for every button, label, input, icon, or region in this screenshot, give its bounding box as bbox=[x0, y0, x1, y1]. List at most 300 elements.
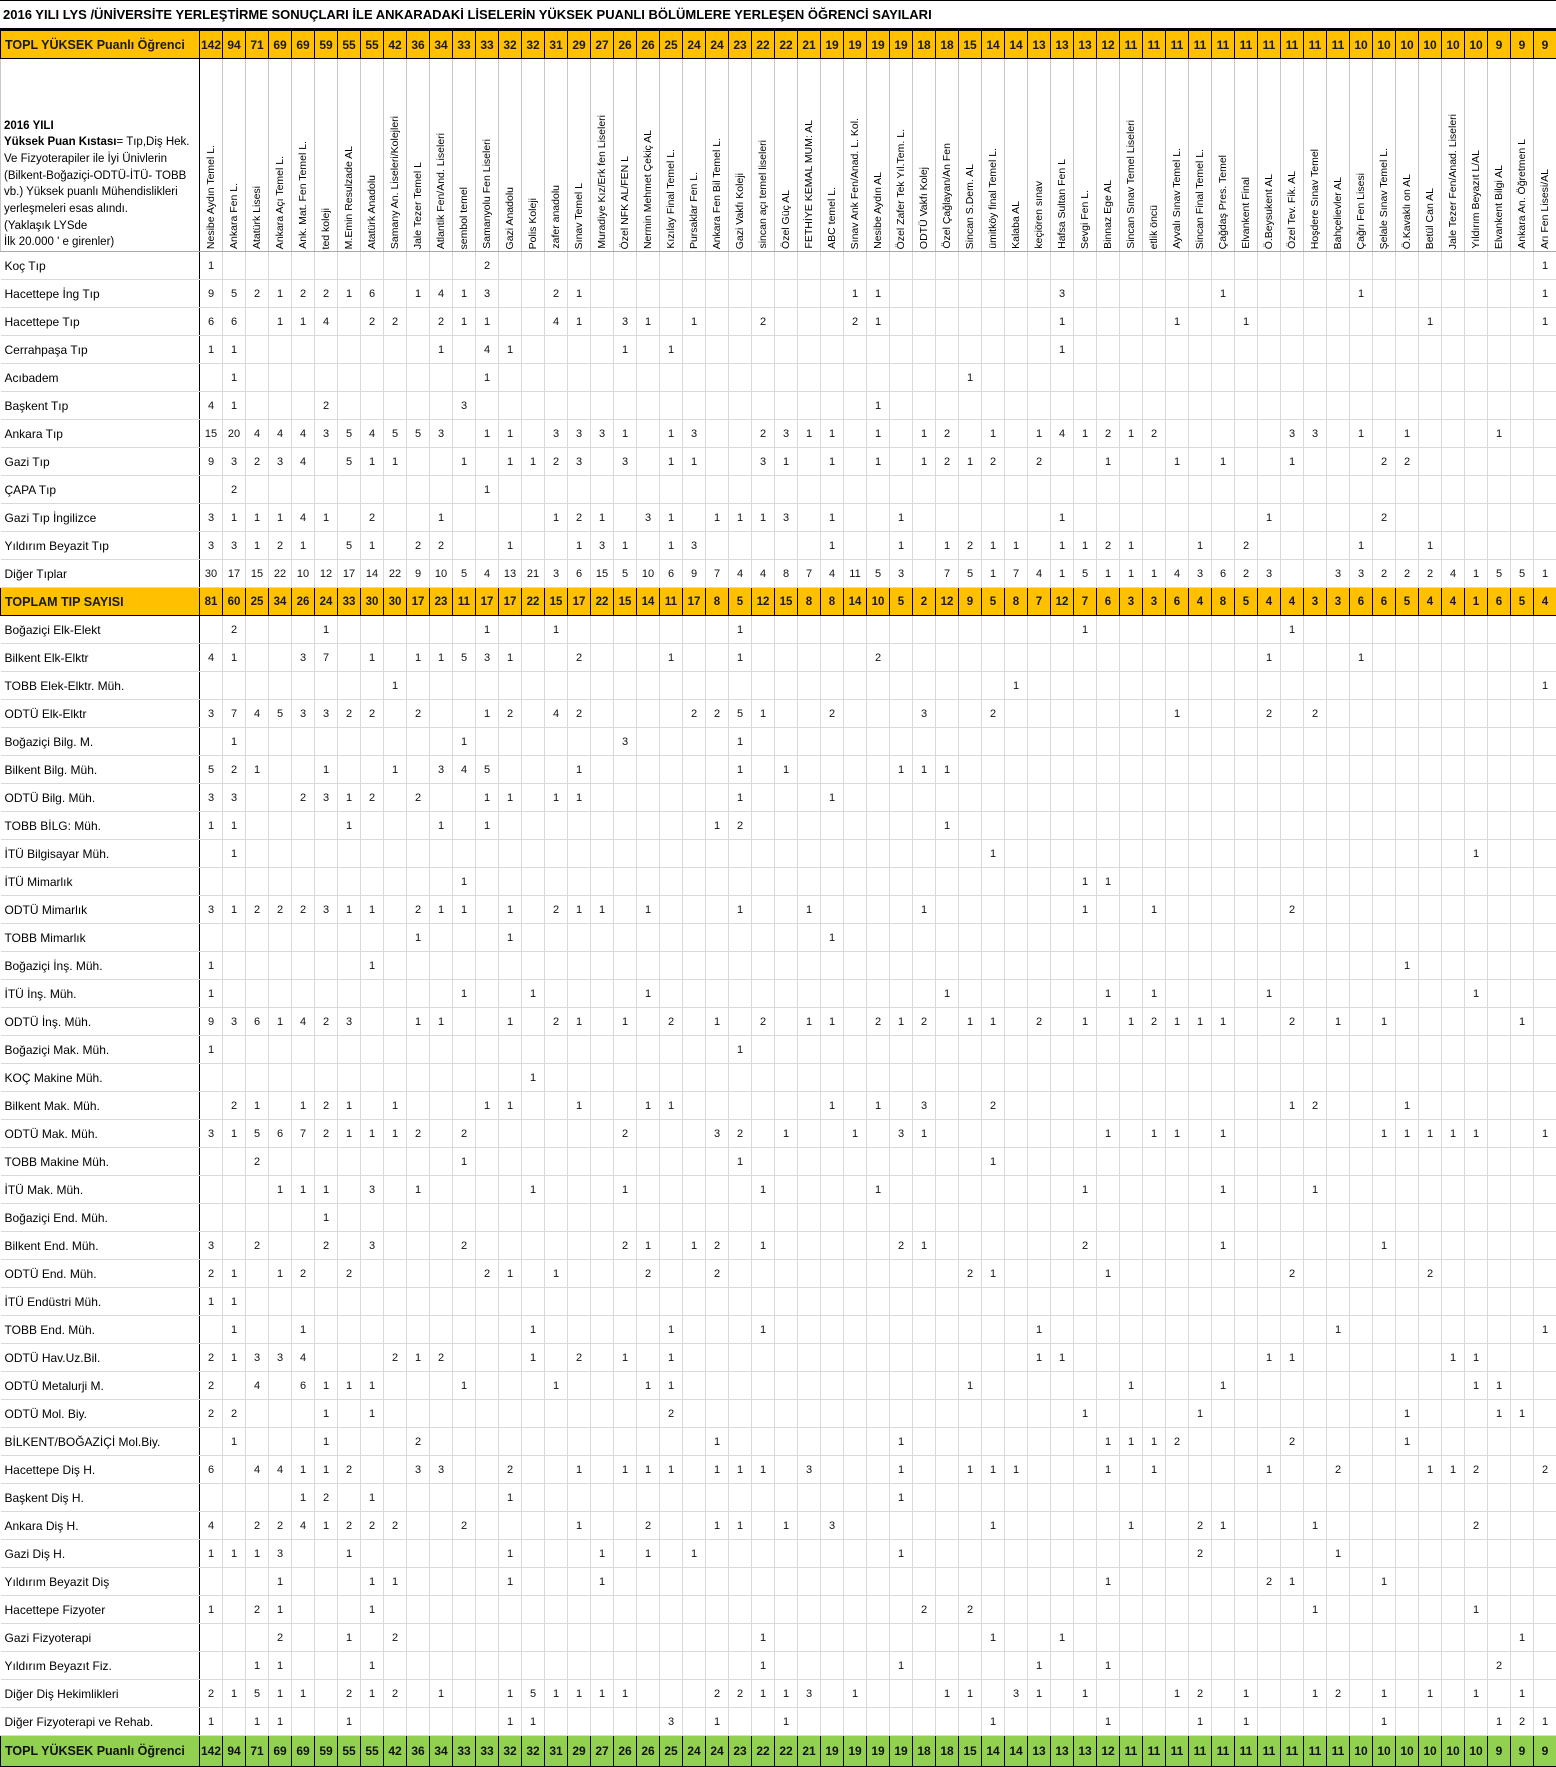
table-cell[interactable] bbox=[1350, 784, 1373, 812]
table-cell[interactable] bbox=[1350, 1624, 1373, 1652]
table-cell[interactable] bbox=[1120, 252, 1143, 280]
table-cell[interactable]: 2 bbox=[338, 1512, 361, 1540]
table-cell[interactable]: 3 bbox=[476, 644, 499, 672]
table-cell[interactable] bbox=[1143, 1708, 1166, 1736]
table-cell[interactable]: 1 bbox=[683, 448, 706, 476]
table-cell[interactable]: 1 bbox=[1120, 560, 1143, 588]
table-cell[interactable] bbox=[798, 336, 821, 364]
table-cell[interactable]: 1 bbox=[223, 364, 246, 392]
table-cell[interactable] bbox=[775, 896, 798, 924]
table-cell[interactable] bbox=[1005, 1232, 1028, 1260]
table-cell[interactable] bbox=[1120, 616, 1143, 644]
table-cell[interactable]: 1 bbox=[568, 532, 591, 560]
table-cell[interactable]: 1 bbox=[867, 448, 890, 476]
table-cell[interactable] bbox=[200, 1624, 223, 1652]
table-cell[interactable]: 1 bbox=[453, 1372, 476, 1400]
table-cell[interactable] bbox=[407, 1148, 430, 1176]
table-cell[interactable] bbox=[568, 728, 591, 756]
table-cell[interactable] bbox=[1028, 308, 1051, 336]
table-cell[interactable] bbox=[223, 672, 246, 700]
table-cell[interactable] bbox=[1373, 476, 1396, 504]
table-cell[interactable] bbox=[706, 1624, 729, 1652]
table-cell[interactable] bbox=[568, 336, 591, 364]
table-cell[interactable] bbox=[246, 728, 269, 756]
table-cell[interactable] bbox=[913, 1652, 936, 1680]
table-cell[interactable] bbox=[430, 1120, 453, 1148]
table-cell[interactable]: 1 bbox=[1212, 1232, 1235, 1260]
table-cell[interactable] bbox=[1212, 1428, 1235, 1456]
row-label[interactable]: ÇAPA Tıp bbox=[1, 476, 200, 504]
table-cell[interactable] bbox=[729, 308, 752, 336]
table-cell[interactable]: 1 bbox=[1097, 1428, 1120, 1456]
column-header[interactable] bbox=[1442, 59, 1465, 252]
table-cell[interactable] bbox=[384, 896, 407, 924]
table-cell[interactable] bbox=[1488, 308, 1511, 336]
table-cell[interactable] bbox=[1258, 1540, 1281, 1568]
table-cell[interactable] bbox=[1005, 812, 1028, 840]
table-cell[interactable] bbox=[1051, 672, 1074, 700]
table-cell[interactable] bbox=[1212, 532, 1235, 560]
table-cell[interactable] bbox=[1511, 784, 1534, 812]
table-cell[interactable] bbox=[430, 476, 453, 504]
table-cell[interactable]: 2 bbox=[568, 700, 591, 728]
table-cell[interactable] bbox=[1166, 1624, 1189, 1652]
table-cell[interactable] bbox=[430, 1568, 453, 1596]
table-cell[interactable] bbox=[1120, 1064, 1143, 1092]
table-cell[interactable] bbox=[1419, 1372, 1442, 1400]
table-cell[interactable] bbox=[959, 784, 982, 812]
column-header[interactable] bbox=[1235, 59, 1258, 252]
table-cell[interactable]: 1 bbox=[315, 504, 338, 532]
table-cell[interactable] bbox=[1442, 1316, 1465, 1344]
table-cell[interactable]: 1 bbox=[1051, 1624, 1074, 1652]
table-cell[interactable] bbox=[1235, 448, 1258, 476]
table-cell[interactable] bbox=[982, 1120, 1005, 1148]
table-cell[interactable]: 1 bbox=[729, 644, 752, 672]
table-cell[interactable] bbox=[775, 1568, 798, 1596]
table-cell[interactable] bbox=[338, 980, 361, 1008]
table-cell[interactable]: 1 bbox=[1396, 1120, 1419, 1148]
table-cell[interactable] bbox=[1120, 1680, 1143, 1708]
table-cell[interactable]: 1 bbox=[1511, 1624, 1534, 1652]
table-cell[interactable] bbox=[775, 868, 798, 896]
table-cell[interactable] bbox=[1143, 1624, 1166, 1652]
table-cell[interactable] bbox=[545, 1064, 568, 1092]
table-cell[interactable]: 3 bbox=[430, 420, 453, 448]
table-cell[interactable] bbox=[637, 364, 660, 392]
table-cell[interactable] bbox=[591, 1092, 614, 1120]
top-total-value[interactable]: 12 bbox=[1097, 31, 1120, 59]
table-cell[interactable] bbox=[315, 364, 338, 392]
table-cell[interactable] bbox=[453, 672, 476, 700]
table-cell[interactable] bbox=[1396, 616, 1419, 644]
table-cell[interactable]: 30 bbox=[361, 588, 384, 616]
table-cell[interactable] bbox=[706, 1400, 729, 1428]
table-cell[interactable] bbox=[775, 1064, 798, 1092]
table-cell[interactable] bbox=[660, 1624, 683, 1652]
table-cell[interactable] bbox=[1511, 728, 1534, 756]
table-cell[interactable] bbox=[1235, 980, 1258, 1008]
table-cell[interactable] bbox=[1097, 812, 1120, 840]
table-cell[interactable]: 1 bbox=[660, 448, 683, 476]
table-cell[interactable] bbox=[1442, 476, 1465, 504]
table-cell[interactable] bbox=[545, 1288, 568, 1316]
table-cell[interactable] bbox=[407, 672, 430, 700]
table-cell[interactable]: 3 bbox=[223, 784, 246, 812]
table-cell[interactable]: 1 bbox=[1074, 896, 1097, 924]
table-cell[interactable]: 1 bbox=[1488, 1400, 1511, 1428]
table-cell[interactable]: 1 bbox=[430, 504, 453, 532]
table-cell[interactable] bbox=[338, 756, 361, 784]
table-cell[interactable] bbox=[1143, 1512, 1166, 1540]
table-cell[interactable]: 1 bbox=[1143, 896, 1166, 924]
table-cell[interactable] bbox=[775, 1400, 798, 1428]
table-cell[interactable]: 1 bbox=[1005, 672, 1028, 700]
column-header[interactable] bbox=[200, 59, 223, 252]
table-cell[interactable]: 10 bbox=[430, 560, 453, 588]
table-cell[interactable] bbox=[545, 392, 568, 420]
table-cell[interactable] bbox=[1281, 644, 1304, 672]
table-cell[interactable] bbox=[637, 756, 660, 784]
table-cell[interactable] bbox=[1373, 616, 1396, 644]
table-cell[interactable] bbox=[1281, 672, 1304, 700]
table-cell[interactable]: 2 bbox=[1189, 1512, 1212, 1540]
table-cell[interactable] bbox=[1304, 532, 1327, 560]
table-cell[interactable] bbox=[522, 1288, 545, 1316]
table-cell[interactable] bbox=[1304, 924, 1327, 952]
table-cell[interactable]: 1 bbox=[223, 1344, 246, 1372]
table-cell[interactable] bbox=[1028, 1568, 1051, 1596]
table-cell[interactable] bbox=[683, 1596, 706, 1624]
table-cell[interactable] bbox=[1028, 896, 1051, 924]
table-cell[interactable]: 1 bbox=[453, 1148, 476, 1176]
table-cell[interactable]: 1 bbox=[476, 1092, 499, 1120]
table-cell[interactable] bbox=[1189, 336, 1212, 364]
table-cell[interactable]: 1 bbox=[1281, 616, 1304, 644]
table-cell[interactable]: 2 bbox=[1281, 1428, 1304, 1456]
table-cell[interactable] bbox=[1212, 420, 1235, 448]
table-cell[interactable] bbox=[821, 1568, 844, 1596]
table-cell[interactable] bbox=[1258, 616, 1281, 644]
table-cell[interactable]: 1 bbox=[775, 1512, 798, 1540]
table-cell[interactable] bbox=[798, 1204, 821, 1232]
table-cell[interactable] bbox=[913, 616, 936, 644]
table-cell[interactable] bbox=[269, 812, 292, 840]
table-cell[interactable]: 1 bbox=[499, 448, 522, 476]
table-cell[interactable] bbox=[982, 1540, 1005, 1568]
table-cell[interactable]: 1 bbox=[1143, 1120, 1166, 1148]
table-cell[interactable] bbox=[338, 644, 361, 672]
table-cell[interactable] bbox=[913, 1540, 936, 1568]
table-cell[interactable] bbox=[1488, 1456, 1511, 1484]
table-cell[interactable] bbox=[1488, 1568, 1511, 1596]
table-cell[interactable] bbox=[591, 644, 614, 672]
table-cell[interactable] bbox=[936, 1484, 959, 1512]
table-cell[interactable] bbox=[1143, 308, 1166, 336]
table-cell[interactable] bbox=[1465, 952, 1488, 980]
table-cell[interactable] bbox=[591, 1036, 614, 1064]
table-cell[interactable] bbox=[844, 1092, 867, 1120]
table-cell[interactable] bbox=[1350, 1204, 1373, 1232]
column-header[interactable] bbox=[522, 59, 545, 252]
table-cell[interactable] bbox=[660, 784, 683, 812]
table-cell[interactable]: 1 bbox=[430, 812, 453, 840]
table-cell[interactable] bbox=[1511, 1512, 1534, 1540]
table-cell[interactable] bbox=[752, 336, 775, 364]
table-cell[interactable]: 4 bbox=[246, 700, 269, 728]
table-cell[interactable]: 1 bbox=[499, 1568, 522, 1596]
table-cell[interactable] bbox=[568, 1176, 591, 1204]
table-cell[interactable] bbox=[315, 924, 338, 952]
table-cell[interactable]: 1 bbox=[1051, 1344, 1074, 1372]
table-cell[interactable] bbox=[1051, 1708, 1074, 1736]
table-cell[interactable] bbox=[522, 1540, 545, 1568]
table-cell[interactable] bbox=[545, 252, 568, 280]
table-cell[interactable] bbox=[913, 1064, 936, 1092]
table-cell[interactable] bbox=[959, 1512, 982, 1540]
table-cell[interactable] bbox=[844, 1400, 867, 1428]
table-cell[interactable] bbox=[959, 1204, 982, 1232]
table-cell[interactable] bbox=[982, 784, 1005, 812]
table-cell[interactable]: 69 bbox=[269, 1736, 292, 1767]
table-cell[interactable] bbox=[660, 924, 683, 952]
table-cell[interactable]: 1 bbox=[821, 420, 844, 448]
table-cell[interactable] bbox=[1304, 1204, 1327, 1232]
table-cell[interactable] bbox=[568, 252, 591, 280]
table-cell[interactable]: 14 bbox=[637, 588, 660, 616]
table-cell[interactable] bbox=[499, 1428, 522, 1456]
table-cell[interactable] bbox=[959, 756, 982, 784]
table-cell[interactable]: 1 bbox=[591, 504, 614, 532]
table-cell[interactable] bbox=[1166, 532, 1189, 560]
table-cell[interactable] bbox=[200, 672, 223, 700]
table-cell[interactable]: 2 bbox=[959, 532, 982, 560]
table-cell[interactable] bbox=[1350, 980, 1373, 1008]
table-cell[interactable] bbox=[1350, 1036, 1373, 1064]
table-cell[interactable]: 1 bbox=[1534, 1708, 1556, 1736]
table-cell[interactable] bbox=[867, 1456, 890, 1484]
table-cell[interactable] bbox=[1281, 868, 1304, 896]
table-cell[interactable]: 7 bbox=[315, 644, 338, 672]
table-cell[interactable] bbox=[936, 1064, 959, 1092]
table-cell[interactable] bbox=[844, 1148, 867, 1176]
table-cell[interactable] bbox=[706, 1652, 729, 1680]
table-cell[interactable]: 1 bbox=[499, 644, 522, 672]
table-cell[interactable] bbox=[1488, 280, 1511, 308]
table-cell[interactable] bbox=[1051, 812, 1074, 840]
table-cell[interactable] bbox=[1051, 1260, 1074, 1288]
table-cell[interactable] bbox=[476, 1512, 499, 1540]
table-cell[interactable] bbox=[706, 1568, 729, 1596]
column-header[interactable] bbox=[821, 59, 844, 252]
table-cell[interactable] bbox=[982, 980, 1005, 1008]
table-cell[interactable] bbox=[1028, 952, 1051, 980]
table-cell[interactable] bbox=[775, 1008, 798, 1036]
table-cell[interactable]: 1 bbox=[384, 1120, 407, 1148]
table-cell[interactable]: 22 bbox=[591, 588, 614, 616]
table-cell[interactable] bbox=[1534, 1400, 1556, 1428]
table-cell[interactable] bbox=[867, 700, 890, 728]
table-cell[interactable] bbox=[522, 336, 545, 364]
table-cell[interactable]: 1 bbox=[1097, 1120, 1120, 1148]
table-cell[interactable] bbox=[1373, 896, 1396, 924]
table-cell[interactable]: 10 bbox=[292, 560, 315, 588]
table-cell[interactable] bbox=[637, 1680, 660, 1708]
table-cell[interactable] bbox=[430, 700, 453, 728]
table-cell[interactable] bbox=[1281, 840, 1304, 868]
table-cell[interactable] bbox=[1212, 896, 1235, 924]
table-cell[interactable]: 3 bbox=[453, 392, 476, 420]
table-cell[interactable] bbox=[200, 1316, 223, 1344]
table-cell[interactable] bbox=[1511, 616, 1534, 644]
table-cell[interactable] bbox=[1028, 392, 1051, 420]
table-cell[interactable] bbox=[522, 1204, 545, 1232]
table-cell[interactable] bbox=[752, 868, 775, 896]
table-cell[interactable]: 1 bbox=[1281, 448, 1304, 476]
table-cell[interactable]: 4 bbox=[361, 420, 384, 448]
table-cell[interactable]: 1 bbox=[959, 1456, 982, 1484]
table-cell[interactable]: 1 bbox=[936, 812, 959, 840]
table-cell[interactable] bbox=[821, 280, 844, 308]
table-cell[interactable] bbox=[1511, 1540, 1534, 1568]
table-cell[interactable] bbox=[1005, 1428, 1028, 1456]
table-cell[interactable] bbox=[844, 812, 867, 840]
table-cell[interactable] bbox=[1120, 700, 1143, 728]
table-cell[interactable] bbox=[1396, 1372, 1419, 1400]
table-cell[interactable] bbox=[821, 1400, 844, 1428]
table-cell[interactable] bbox=[752, 280, 775, 308]
table-cell[interactable] bbox=[1235, 1036, 1258, 1064]
table-cell[interactable] bbox=[1074, 1708, 1097, 1736]
table-cell[interactable] bbox=[407, 1652, 430, 1680]
table-cell[interactable]: 1 bbox=[959, 448, 982, 476]
table-cell[interactable] bbox=[867, 1148, 890, 1176]
table-cell[interactable]: 1 bbox=[1350, 644, 1373, 672]
table-cell[interactable]: 94 bbox=[223, 1736, 246, 1767]
table-cell[interactable] bbox=[1235, 1260, 1258, 1288]
table-cell[interactable]: 2 bbox=[1258, 1568, 1281, 1596]
table-cell[interactable]: 1 bbox=[361, 532, 384, 560]
table-cell[interactable] bbox=[1074, 280, 1097, 308]
table-cell[interactable] bbox=[1327, 448, 1350, 476]
table-cell[interactable]: 1 bbox=[292, 1484, 315, 1512]
table-cell[interactable] bbox=[775, 364, 798, 392]
table-cell[interactable] bbox=[591, 336, 614, 364]
table-cell[interactable] bbox=[223, 1708, 246, 1736]
table-cell[interactable]: 2 bbox=[752, 420, 775, 448]
table-cell[interactable] bbox=[1235, 1456, 1258, 1484]
row-label[interactable]: ODTÜ Mak. Müh. bbox=[1, 1120, 200, 1148]
table-cell[interactable] bbox=[568, 1400, 591, 1428]
table-cell[interactable] bbox=[338, 924, 361, 952]
row-label[interactable]: ODTÜ End. Müh. bbox=[1, 1260, 200, 1288]
table-cell[interactable]: 13 bbox=[1028, 1736, 1051, 1767]
table-cell[interactable] bbox=[614, 1372, 637, 1400]
table-cell[interactable] bbox=[1166, 392, 1189, 420]
table-cell[interactable] bbox=[1143, 392, 1166, 420]
table-cell[interactable] bbox=[1235, 336, 1258, 364]
table-cell[interactable] bbox=[936, 672, 959, 700]
table-cell[interactable] bbox=[1028, 868, 1051, 896]
table-cell[interactable] bbox=[867, 1344, 890, 1372]
table-cell[interactable] bbox=[591, 1428, 614, 1456]
table-cell[interactable]: 2 bbox=[1028, 1008, 1051, 1036]
table-cell[interactable]: 2 bbox=[660, 1008, 683, 1036]
table-cell[interactable] bbox=[522, 1148, 545, 1176]
table-cell[interactable] bbox=[913, 1456, 936, 1484]
table-cell[interactable] bbox=[1373, 280, 1396, 308]
table-cell[interactable] bbox=[798, 840, 821, 868]
table-cell[interactable] bbox=[1212, 336, 1235, 364]
table-cell[interactable] bbox=[1534, 1092, 1556, 1120]
table-cell[interactable] bbox=[545, 924, 568, 952]
table-cell[interactable] bbox=[844, 896, 867, 924]
table-cell[interactable] bbox=[522, 280, 545, 308]
table-cell[interactable] bbox=[1442, 1176, 1465, 1204]
table-cell[interactable] bbox=[982, 1232, 1005, 1260]
table-cell[interactable] bbox=[1396, 392, 1419, 420]
table-cell[interactable] bbox=[591, 308, 614, 336]
table-cell[interactable]: 3 bbox=[476, 280, 499, 308]
table-cell[interactable]: 2 bbox=[246, 1148, 269, 1176]
table-cell[interactable]: 1 bbox=[315, 1176, 338, 1204]
table-cell[interactable] bbox=[1051, 616, 1074, 644]
table-cell[interactable] bbox=[476, 1652, 499, 1680]
table-cell[interactable] bbox=[729, 1260, 752, 1288]
table-cell[interactable] bbox=[683, 784, 706, 812]
table-cell[interactable] bbox=[1143, 1484, 1166, 1512]
table-cell[interactable] bbox=[1212, 364, 1235, 392]
row-label[interactable]: Bilkent Elk-Elktr bbox=[1, 644, 200, 672]
table-cell[interactable]: 1 bbox=[269, 1708, 292, 1736]
table-cell[interactable] bbox=[522, 1008, 545, 1036]
table-cell[interactable] bbox=[200, 728, 223, 756]
column-header[interactable] bbox=[1281, 59, 1304, 252]
table-cell[interactable] bbox=[982, 1316, 1005, 1344]
table-cell[interactable] bbox=[752, 784, 775, 812]
table-cell[interactable] bbox=[384, 1708, 407, 1736]
table-cell[interactable] bbox=[982, 364, 1005, 392]
table-cell[interactable] bbox=[1327, 1568, 1350, 1596]
table-cell[interactable]: 1 bbox=[476, 364, 499, 392]
table-cell[interactable] bbox=[545, 364, 568, 392]
table-cell[interactable]: 1 bbox=[637, 1092, 660, 1120]
table-cell[interactable] bbox=[1258, 896, 1281, 924]
table-cell[interactable] bbox=[1189, 840, 1212, 868]
table-cell[interactable]: 1 bbox=[522, 1344, 545, 1372]
table-cell[interactable] bbox=[867, 504, 890, 532]
table-cell[interactable]: 1 bbox=[269, 1176, 292, 1204]
table-cell[interactable] bbox=[982, 1652, 1005, 1680]
row-label[interactable]: TOBB End. Müh. bbox=[1, 1316, 200, 1344]
table-cell[interactable] bbox=[1120, 672, 1143, 700]
table-cell[interactable] bbox=[200, 1484, 223, 1512]
table-cell[interactable] bbox=[913, 1708, 936, 1736]
table-cell[interactable]: 1 bbox=[1442, 1456, 1465, 1484]
table-cell[interactable] bbox=[660, 756, 683, 784]
table-cell[interactable] bbox=[821, 952, 844, 980]
table-cell[interactable] bbox=[1097, 784, 1120, 812]
table-cell[interactable] bbox=[1097, 1148, 1120, 1176]
table-cell[interactable] bbox=[1442, 1652, 1465, 1680]
table-cell[interactable]: 1 bbox=[637, 1456, 660, 1484]
table-cell[interactable] bbox=[384, 1288, 407, 1316]
table-cell[interactable]: 2 bbox=[1327, 1680, 1350, 1708]
table-cell[interactable] bbox=[660, 476, 683, 504]
table-cell[interactable] bbox=[959, 1064, 982, 1092]
table-cell[interactable] bbox=[867, 1596, 890, 1624]
table-cell[interactable] bbox=[660, 1204, 683, 1232]
